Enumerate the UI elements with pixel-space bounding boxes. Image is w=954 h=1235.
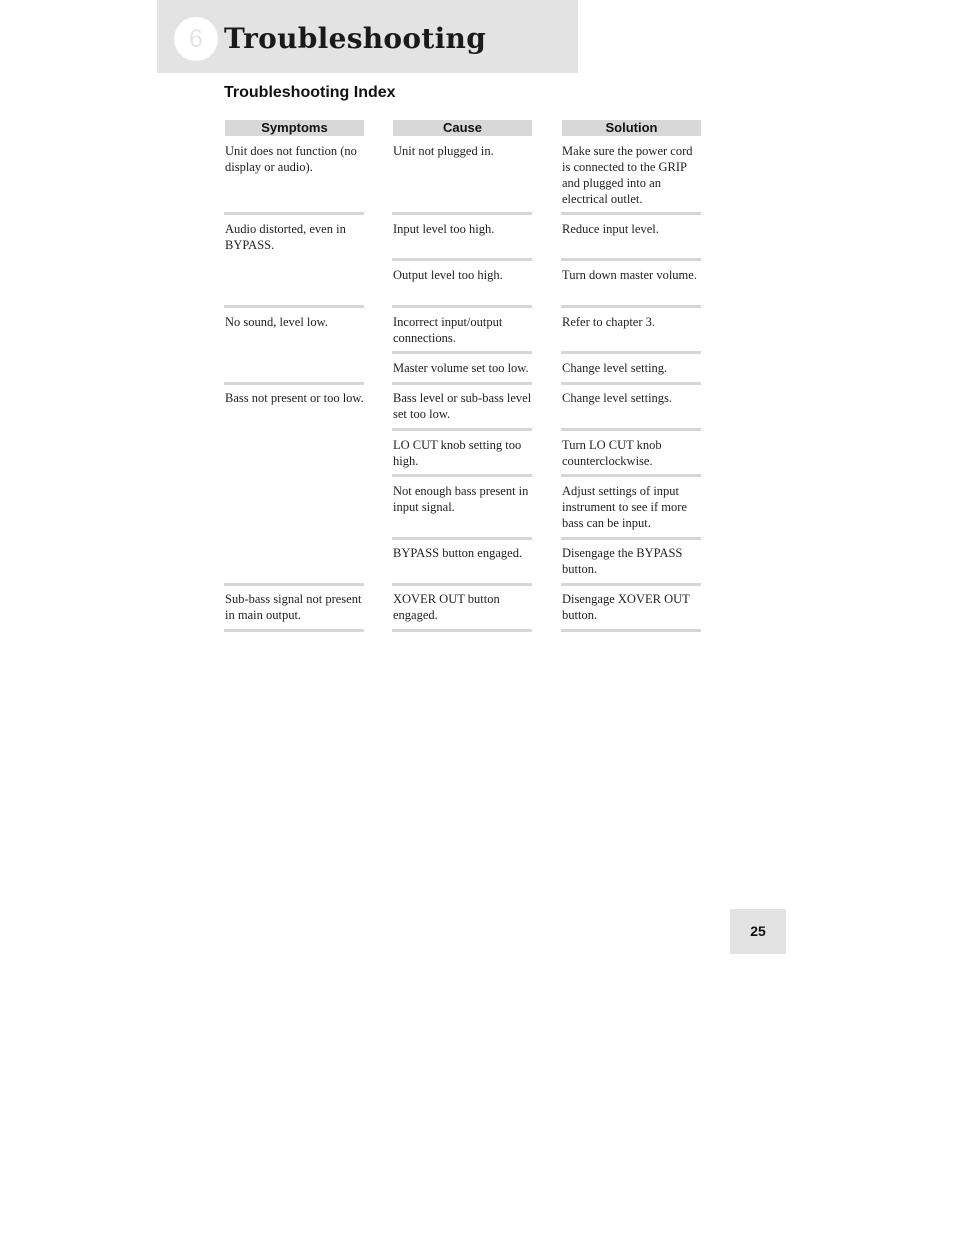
- cause-cell: Output level too high.: [393, 268, 503, 282]
- row-divider: [561, 351, 701, 354]
- symptom-cell: Audio distorted, even in BYPASS.: [225, 222, 346, 252]
- row-divider: [392, 474, 532, 477]
- solution-cell: Adjust settings of input instrument to see if more bass can be input.: [562, 484, 687, 530]
- row-divider: [392, 583, 532, 586]
- row-divider: [224, 382, 364, 385]
- cause-cell: Bass level or sub-bass level set too low.: [393, 391, 532, 421]
- row-divider: [561, 212, 701, 215]
- cause-cell: BYPASS button engaged.: [393, 546, 523, 560]
- symptom-cell: Sub-bass signal not present in main output.: [225, 592, 362, 622]
- column-header-solution: Solution: [562, 120, 701, 136]
- cause-cell: Incorrect input/output connections.: [393, 315, 503, 345]
- row-divider: [392, 537, 532, 540]
- solution-cell: Disengage the BYPASS button.: [562, 546, 683, 576]
- chapter-header: [157, 0, 578, 73]
- solution-cell: Reduce input level.: [562, 222, 659, 236]
- row-divider: [561, 428, 701, 431]
- row-divider: [392, 351, 532, 354]
- solution-cell: Disengage XOVER OUT button.: [562, 592, 690, 622]
- page-number: 25: [730, 909, 786, 954]
- row-divider: [224, 212, 364, 215]
- section-title: Troubleshooting Index: [224, 84, 396, 101]
- solution-cell: Change level setting.: [562, 361, 668, 375]
- cause-cell: Master volume set too low.: [393, 361, 529, 375]
- column-header-cause: Cause: [393, 120, 532, 136]
- symptom-cell: No sound, level low.: [225, 315, 328, 329]
- row-divider: [561, 583, 701, 586]
- row-divider: [392, 212, 532, 215]
- row-divider: [561, 258, 701, 261]
- cause-cell: XOVER OUT button engaged.: [393, 592, 500, 622]
- cause-cell: LO CUT knob setting too high.: [393, 438, 522, 468]
- row-divider: [561, 305, 701, 308]
- row-divider: [392, 629, 532, 632]
- solution-cell: Turn down master volume.: [562, 268, 697, 282]
- row-divider: [392, 305, 532, 308]
- cause-cell: Input level too high.: [393, 222, 495, 236]
- row-divider: [392, 258, 532, 261]
- row-divider: [561, 629, 701, 632]
- solution-cell: Make sure the power cord is connected to the GRIP and plugged into an electrical outlet.: [562, 144, 693, 206]
- page-title: Troubleshooting: [224, 22, 487, 55]
- cause-cell: Unit not plugged in.: [393, 144, 494, 158]
- row-divider: [392, 382, 532, 385]
- row-divider: [561, 474, 701, 477]
- row-divider: [392, 428, 532, 431]
- solution-cell: Refer to chapter 3.: [562, 315, 656, 329]
- chapter-number-badge: 6: [174, 17, 218, 61]
- row-divider: [561, 537, 701, 540]
- symptom-cell: Bass not present or too low.: [225, 391, 364, 405]
- symptom-cell: Unit does not function (no display or audio).: [225, 144, 357, 174]
- row-divider: [224, 583, 364, 586]
- row-divider: [561, 382, 701, 385]
- row-divider: [224, 629, 364, 632]
- cause-cell: Not enough bass present in input signal.: [393, 484, 529, 514]
- row-divider: [224, 305, 364, 308]
- solution-cell: Turn LO CUT knob counterclockwise.: [562, 438, 662, 468]
- column-header-symptoms: Symptoms: [225, 120, 364, 136]
- solution-cell: Change level settings.: [562, 391, 673, 405]
